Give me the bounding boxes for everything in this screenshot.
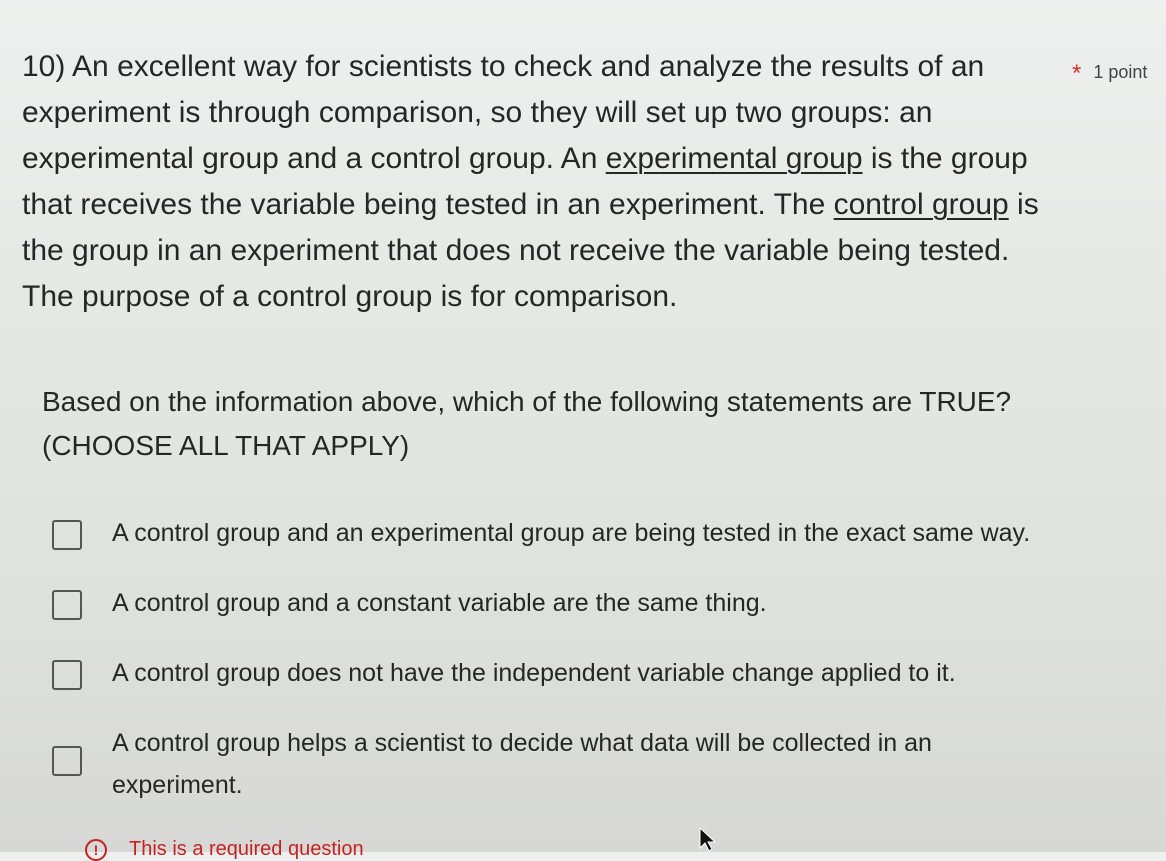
option-3[interactable] <box>52 652 1152 694</box>
question-text-part1: An excellent way for scientists to check and analyze the results of an experiment is through comparison, so they will set up two groups: an experimental group and a control group. An <box>22 50 985 175</box>
checkbox[interactable] <box>52 660 82 690</box>
checkbox-options <box>52 512 1152 834</box>
option-1[interactable] <box>52 512 1152 554</box>
error-message: This is a required question <box>129 838 364 860</box>
points-label: 1 point <box>1093 62 1148 82</box>
question-text-part3: is the group in an experiment that does not receive the variable being tested. The purpose of a control group is for comparison. <box>22 188 1039 313</box>
checkbox[interactable] <box>52 590 82 620</box>
term-experimental-group: experimental group <box>605 142 863 175</box>
points-indicator <box>1072 60 1147 88</box>
option-4[interactable] <box>52 722 1152 806</box>
mouse-pointer-icon <box>698 826 720 852</box>
question-number: 10) <box>22 50 73 83</box>
option-label: A control group does not have the independent variable change applied to it. <box>112 659 956 687</box>
question-prompt: Based on the information above, which of the following statements are TRUE? (CHOOSE ALL THAT APPLY) <box>42 386 1012 461</box>
option-label: A control group and a constant variable are the same thing. <box>112 589 767 617</box>
question-text <box>22 44 1062 320</box>
error-icon: ! <box>85 839 107 861</box>
question-text-part2: is the group that receives the variable being tested in an experiment. The <box>22 142 1028 221</box>
term-control-group: control group <box>833 188 1009 221</box>
required-asterisk: * <box>1072 60 1082 87</box>
option-label: A control group and an experimental group are being tested in the exact same way. <box>112 519 1031 547</box>
checkbox[interactable] <box>52 520 82 550</box>
option-label: A control group helps a scientist to decide what data will be collected in an experiment. <box>112 729 932 799</box>
question-card <box>0 20 1166 860</box>
option-2[interactable] <box>52 582 1152 624</box>
required-error <box>85 838 364 861</box>
checkbox[interactable] <box>52 746 82 776</box>
